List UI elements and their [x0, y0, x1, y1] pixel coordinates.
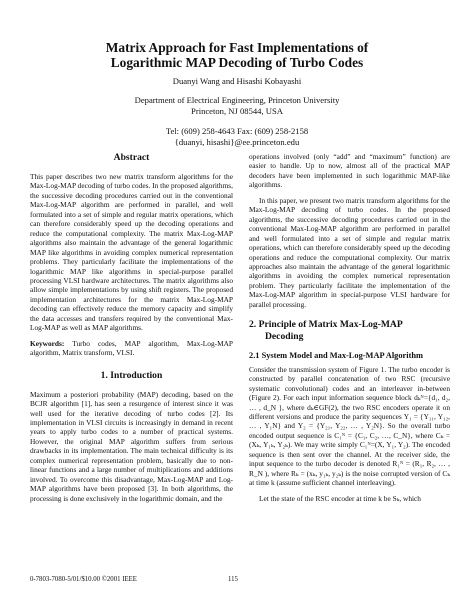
affiliation-line-1: Department of Electrical Engineering, Princeton University: [134, 95, 340, 106]
paragraph-4: Let the state of the RSC encoder at time k be Sₖ, which: [259, 493, 421, 503]
contact-line-2: {duanyi, hisashi}@ee.princeton.edu: [174, 136, 300, 147]
paragraph-2: In this paper, we present two matrix transform algorithms for the Max-Log-MAP decoding of turbo codes. In the proposed algorithms, the successive decoding procedures carried out in the conventional Max-Log-MAP algorithm are performed in parallel and well formulated into a set of simple and regular matrix operations, which can therefore considerably speed up the decoding operations and reduce the computational complexity. Our matrix approaches also maintain the advantage of the general logarithmic algorithms in avoiding the complex numerical representation problem. They particularly facilitate the implementation of the Max-Log-MAP algorithm in special-purpose VLSI hardware for parallel processing.: [249, 195, 450, 309]
section-2-heading: [249, 319, 450, 343]
keywords: [30, 339, 233, 358]
section-2-heading-line-1: 2. Principle of Matrix Max-Log-MAP: [249, 319, 403, 331]
abstract-text: This paper describes two new matrix transform algorithms for the Max-Log-MAP decoding of turbo codes. In the proposed algorithms, the successive decoding procedures carried out in the conventional Max-Log-MAP algorithm are performed in parallel, and well formulated into a set of simple and regular matrix operations, which can therefore considerably speed up the decoding operations and reduce the computational complexity. The matrix Max-Log-MAP algorithms also maintain the advantage of the general logarithmic MAP like algorithms in avoiding complex numerical representation problems. They particularly facilitate the implementations of the logarithmic MAP like algorithms in special-purpose parallel processing VLSI hardware architectures. The matrix algorithms also allow simple implementations by using shift registers. The proposed implementation architectures for the matrix Max-Log-MAP decoding can effectively reduce the memory capacity and simplify the data accesses and transfers required by the conventional Max-Log-MAP as well as MAP algorithms.: [30, 172, 233, 333]
title-line-2: Logarithmic MAP Decoding of Turbo Codes: [110, 55, 364, 70]
keywords-label: Keywords:: [30, 338, 65, 348]
affiliation-line-2: Princeton, NJ 08544, USA: [191, 106, 283, 117]
introduction-text: Maximum a posteriori probability (MAP) decoding, based on the BCJR algorithm [1], has seen a resurgence of interest since it was well used for the iterative decoding of turbo codes [2]. Its implementation in VLSI circuits is increasingly in demand in recent years to apply turbo codes to a number of practical systems. However, the original MAP algorithm suffers from serious drawbacks in its implementation. The main technical difficulty is its complex numerical representation problem, basically due to non-linear functions and a large number of multiplications and additions involved. To overcome this disadvantage, Max-Log-MAP and Log-MAP algorithms have been proposed [3]. In both algorithms, the processing is done exclusively in the logarithmic domain, and the: [30, 389, 233, 503]
section-2-heading-line-2: Decoding: [265, 331, 304, 343]
title-line-1: Matrix Approach for Fast Implementations of: [105, 40, 369, 55]
paragraph-3: Consider the transmission system of Figure 1. The turbo encoder is constructed by parallel concatenation of two RSC (recursive systematic convolutional) codes and an interleaver in-between (Figure 2). For each input information sequence block dₖᴺ={d₁, d₂, … , d_N }, where dₖ∈GF(2), the two RSC encoders operate it on different versions and produce the parity sequences Y₁ = {Y₁₁, Y₁₂, … , Y₁N} and Y₂ = {Y₂₁, Y₂₂, … , Y₂N}. So the overall turbo encoded output sequence is C₁ᴺ = {C₁, C₂, …, C_N}, where Cₖ = (Xₖ, Y₁ₖ, Y₂ₖ). We may write simply C₁ᴺ=(X, Y₁, Y₂). The encoded sequence is then sent over the channel. At the receiver side, the input sequence to the turbo decoder is denoted R₁ᴺ = (R₁, R₂, … , R_N ), where Rₖ = (xₖ, y₁ₖ, y₂ₖ) is the noise corrupted version of Cₖ at time k (assume sufficient channel interleaving).: [249, 364, 450, 488]
subsection-2-1-heading: 2.1 System Model and Max-Log-MAP Algorithm: [249, 351, 424, 361]
author-block: [60, 76, 414, 148]
keywords-text: Turbo codes, MAP algorithm, Max-Log-MAP algorithm, Matrix transform, VLSI.: [30, 338, 233, 358]
introduction-heading: 1. Introduction: [100, 369, 163, 381]
left-column: [30, 152, 233, 509]
continued-text: operations involved (only “add” and “maximum” function) are easier to handle. Up to now, almost all of the practical MAP decoders have been implemented in such logarithmic MAP-like algorithms.: [249, 152, 450, 190]
right-column: [249, 152, 450, 509]
author-names: Duanyi Wang and Hisashi Kobayashi: [172, 76, 302, 86]
contact-line-1: Tel: (609) 258-4643 Fax: (609) 258-2158: [165, 125, 309, 136]
abstract-heading: Abstract: [113, 152, 150, 163]
paper-title: [60, 40, 414, 70]
footer-isbn: 0-7803-7080-5/01/$10.00 ©2001 IEEE: [30, 576, 137, 583]
page-number: 115: [228, 576, 238, 583]
